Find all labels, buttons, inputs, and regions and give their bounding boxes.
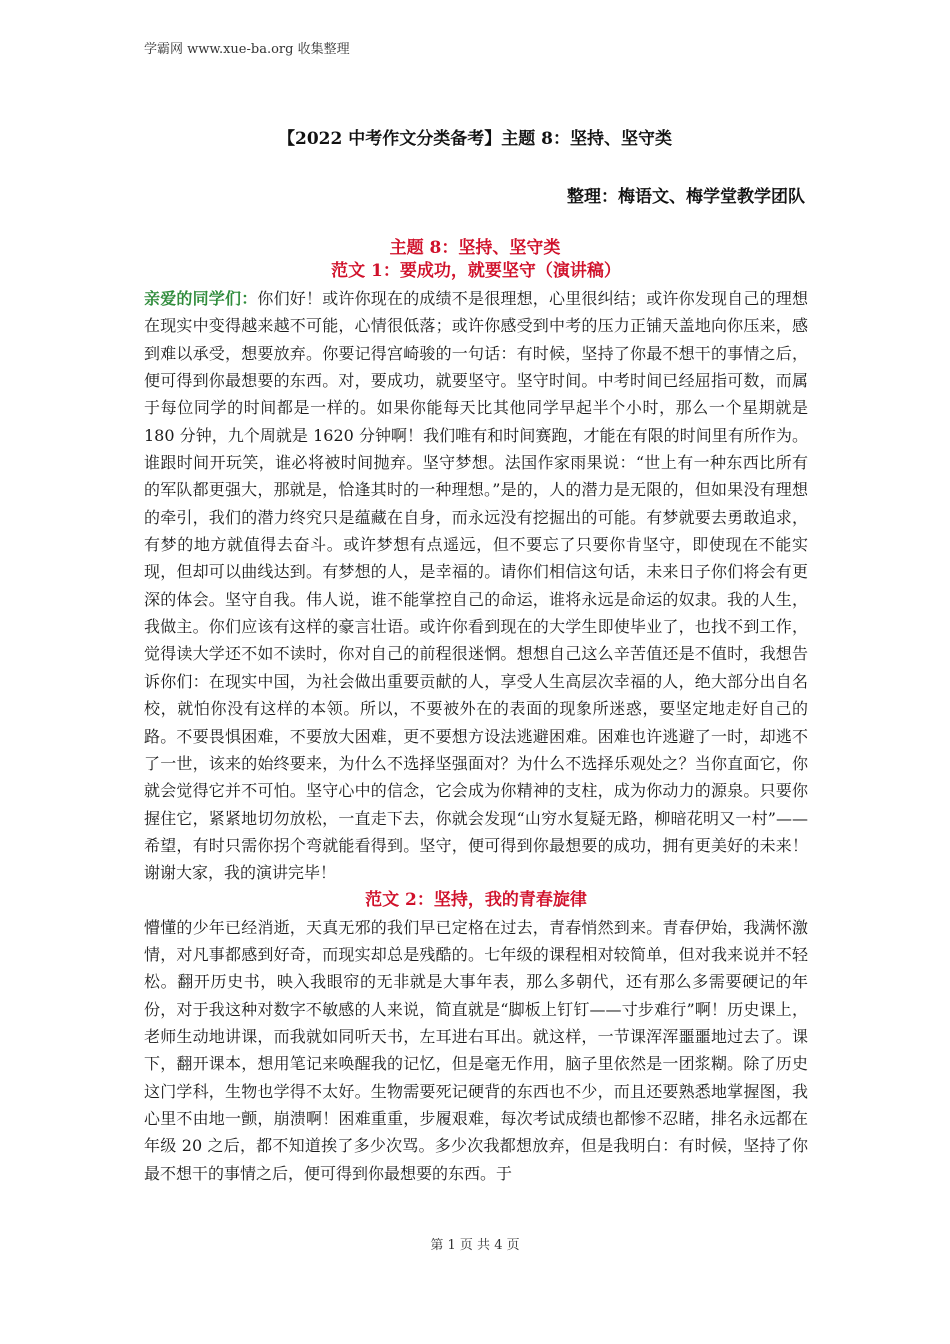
page-number: 第 1 页 共 4 页 xyxy=(430,1238,520,1253)
essay-1-text: 你们好！或许你现在的成绩不是很理想，心里很纠结；或许你发现自己的理想在现实中变得越来越不可能，心情很低落；或许你感受到中考的压力正铺天盖地向你压来，感到难以承受，想要放弃。你要记得宫崎骏的一句话：有时候，坚持了你最不想干的事情之后，便可得到你最想要的东西。对，要成功，就要坚守。坚守时间。中考时间已经屈指可数，而属于每位同学的时间都是一样的。如果你能每天比其他同学早起半个小时，那么一个星期就是 180 分钟，九个周就是 1620 分钟啊！我们唯有和时间赛跑，才能在有限的时间里有所作为。谁跟时间开玩笑，谁必将被时间抛弃。坚守梦想。法国作家雨果说：“世上有一种东西比所有的军队都更强大，那就是，恰逢其时的一种理想。”是的，人的潜力是无限的，但如果没有理想的牵引，我们的潜力终究只是蕴藏在自身，而永远没有挖掘出的可能。有梦就要去勇敢追求，有梦的地方就值得去奋斗。或许梦想有点遥远，但不要忘了只要你肯坚守，即使现在不能实现，但却可以曲线达到。有梦想的人，是幸福的。请你们相信这句话，未来日子你们将会有更深的体会。坚守自我。伟人说，谁不能掌控自己的命运，谁将永远是命运的奴隶。我的人生，我做主。你们应该有这样的豪言壮语。或许你看到现在的大学生即使毕业了，也找不到工作，觉得读大学还不如不读时，你对自己的前程很迷惘。想想自己这么辛苦值还是不值时，我想告诉你们：在现实中国，为社会做出重要贡献的人，享受人生高层次幸福的人，绝大部分出自名校，就怕你没有这样的本领。所以，不要被外在的表面的现象所迷惑，要坚定地走好自己的路。不要畏惧困难，不要放大困难，更不要想方设法逃避困难。困难也许逃避了一时，却逃不了一世，该来的始终要来，为什么不选择坚强面对？为什么不选择乐观处之？当你直面它，你就会觉得它并不可怕。坚守心中的信念，它会成为你精神的支柱，成为你动力的源泉。只要你握住它，紧紧地切勿放松，一直走下去，你就会发现“山穷水复疑无路，柳暗花明又一村”——希望，有时只需你拐个弯就能看得到。坚守，便可得到你最想要的成功，拥有更美好的未来！谢谢大家，我的演讲完毕！ xyxy=(144,289,808,883)
essay-1-body xyxy=(144,285,808,887)
essay-1-greeting: 亲爱的同学们： xyxy=(144,289,258,308)
document-title: 【2022 中考作文分类备考】主题 8：坚持、坚守类 xyxy=(278,129,672,149)
essay-2-title: 范文 2：坚持，我的青春旋律 xyxy=(365,889,587,910)
essay-2-text: 懵懂的少年已经消逝，天真无邪的我们早已定格在过去，青春悄然到来。青春伊始，我满怀激情，对凡事都感到好奇，而现实却总是残酷的。七年级的课程相对较简单，但对我来说并不轻松。翻开历史书，映入我眼帘的无非就是大事年表，那么多朝代，还有那么多需要硬记的年份，对于我这种对数字不敏感的人来说，简直就是“脚板上钉钉——寸步难行”啊！历史课上，老师生动地讲课，而我就如同听天书，左耳进右耳出。就这样，一节课浑浑噩噩地过去了。课下，翻开课本，想用笔记来唤醒我的记忆，但是毫无作用，脑子里依然是一团浆糊。除了历史这门学科，生物也学得不太好。生物需要死记硬背的东西也不少，而且还要熟悉地掌握图，我心里不由地一颤，崩溃啊！困难重重，步履艰难，每次考试成绩也都惨不忍睹，排名永远都在年级 20 之后，都不知道挨了多少次骂。多少次我都想放弃，但是我明白：有时候，坚持了你最不想干的事情之后，便可得到你最想要的东西。于 xyxy=(144,917,808,1183)
essay-1-title: 范文 1：要成功，就要坚守（演讲稿） xyxy=(331,261,621,281)
essay-2-body xyxy=(144,914,808,1187)
document-byline: 整理：梅语文、梅学堂教学团队 xyxy=(567,187,805,207)
essay-content xyxy=(144,258,808,1187)
theme-heading: 主题 8：坚持、坚守类 xyxy=(389,238,561,258)
source-watermark-note: 学霸网 www.xue-ba.org 收集整理 xyxy=(144,42,350,57)
